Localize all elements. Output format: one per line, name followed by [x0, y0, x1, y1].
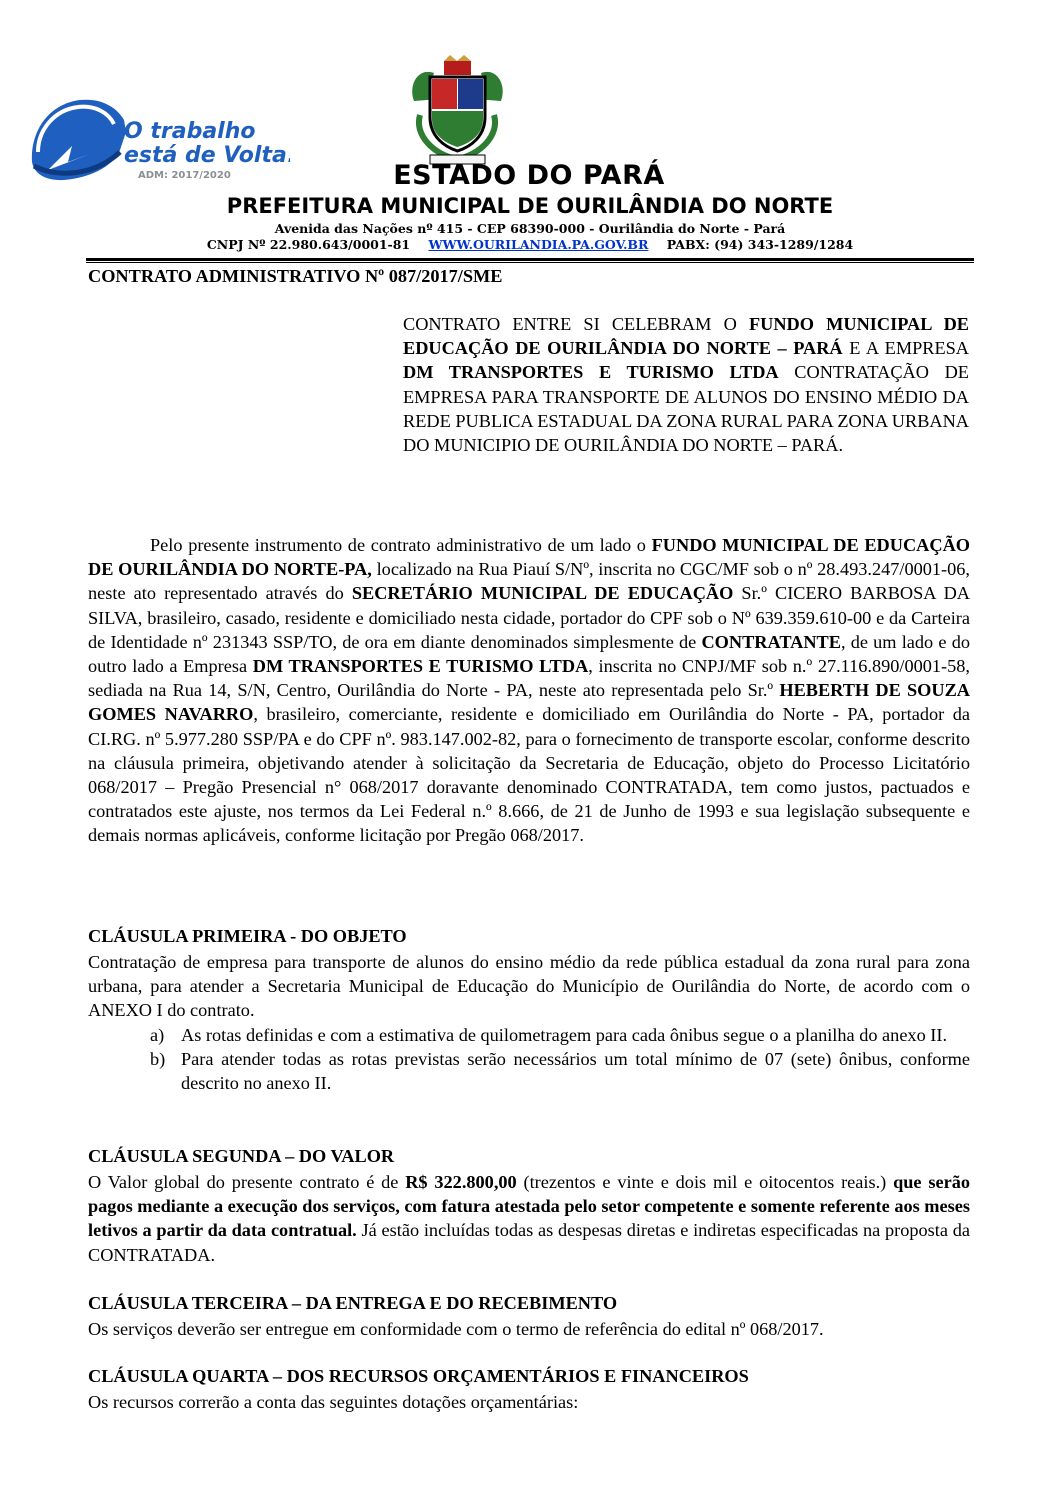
website-link[interactable]: WWW.OURILANDIA.PA.GOV.BR: [428, 237, 649, 252]
svg-text:ADM: 2017/2020: ADM: 2017/2020: [138, 170, 231, 181]
state-title: ESTADO DO PARÁ: [393, 160, 665, 191]
prefecture-title: PREFEITURA MUNICIPAL DE OURILÂNDIA DO NORTE: [226, 194, 834, 218]
contact-line: [180, 237, 880, 252]
contract-number: CONTRATO ADMINISTRATIVO Nº 087/2017/SME: [88, 266, 503, 286]
list-item: a) As rotas definidas e com a estimativa de quilometragem para cada ônibus segue o a planilha do anexo II.: [150, 1025, 948, 1045]
clause-4-text: Os recursos correrão a conta das seguintes dotações orçamentárias:: [88, 1392, 579, 1412]
clause-2-title: CLÁUSULA SEGUNDA – DO VALOR: [88, 1146, 395, 1166]
clause-1-title: CLÁUSULA PRIMEIRA - DO OBJETO: [88, 926, 407, 946]
intro-paragraph: Pelo presente instrumento de contrato administrativo de um lado o FUNDO MUNICIPAL DE EDUCAÇÃO DE OURILÂNDIA DO NORTE-PA, localizado na Rua Piauí S/Nº, inscrita no CGC/MF sob o nº 28.493.247/0001-06, neste ato representado através do SECRETÁRIO MUNICIPAL DE EDUCAÇÃO Sr.º CICERO BARBOSA DA SILVA, brasileiro, casado, residente e domiciliado nesta cidade, portador do CPF sob o Nº 639.359.610-00 e da Carteira de Identidade nº 231343 SSP/TO, de ora em diante denominados simplesmente de CONTRATANTE, de um lado e do outro lado a Empresa DM TRANSPORTES E TURISMO LTDA, inscrita no CNPJ/MF sob n.º 27.116.890/0001-58, sediada na Rua 14, S/N, Centro, Ourilândia do Norte - PA, neste ato representada pelo Sr.º HEBERTH DE SOUZA GOMES NAVARRO, brasileiro, comerciante, residente e domiciliado em Ourilândia do Norte - PA, portador da CI.RG. nº 5.977.280 SSP/PA e do CPF nº. 983.147.002-82, para o fornecimento de transporte escolar, conforme descrito na cláusula primeira, objetivando atender à solicitação da Secretaria de Educação, objeto do Processo Licitatório 068/2017 – Pregão Presencial n° 068/2017 doravante denominado CONTRATADA, tem como justos, pactuados e contratados este ajuste, nos termos da Lei Federal n.º 8.666, de 21 de Junho de 1993 e sua legislação subsequente e demais normas aplicáveis, conforme licitação por Pregão 068/2017.: [88, 535, 970, 846]
coat-of-arms-icon: [400, 55, 515, 170]
cnpj-text: CNPJ Nº 22.980.643/0001-81: [206, 237, 411, 252]
clause-3-text: Os serviços deverão ser entregue em conformidade com o termo de referência do edital nº 068/2017.: [88, 1319, 824, 1339]
header-divider: [86, 258, 974, 261]
clause-4-title: CLÁUSULA QUARTA – DOS RECURSOS ORÇAMENTÁRIOS E FINANCEIROS: [88, 1366, 749, 1386]
clause-1-text: Contratação de empresa para transporte de alunos do ensino médio da rede pública estadual da zona rural para zona urbana, para atender a Secretaria Municipal de Educação do Município de Ourilândia do Norte, de acordo com o ANEXO I do contrato.: [88, 952, 970, 1021]
address-line: Avenida das Nações nº 415 - CEP 68390-000 - Ourilândia do Norte - Pará: [274, 221, 786, 236]
list-item: b) Para atender todas as rotas previstas serão necessários um total mínimo de 07 (sete) ônibus, conforme descrito no anexo II.: [150, 1049, 970, 1094]
clause-2-text: O Valor global do presente contrato é de R$ 322.800,00 (trezentos e vinte e dois mil e oitocentos reais.) que serão pagos mediante a execução dos serviços, com fatura atestada pelo setor competente e somente referente aos meses letivos a partir da data contratual. Já estão incluídas todas as despesas diretas e indiretas especificadas na proposta da CONTRATADA.: [88, 1172, 970, 1265]
clause-1-list: [150, 1023, 970, 1096]
header-divider-thin: [86, 262, 974, 263]
pabx-text: PABX: (94) 343-1289/1284: [666, 237, 854, 252]
contract-preamble: CONTRATO ENTRE SI CELEBRAM O FUNDO MUNICIPAL DE EDUCAÇÃO DE OURILÂNDIA DO NORTE – PARÁ E A EMPRESA DM TRANSPORTES E TURISMO LTDA CONTRATAÇÃO DE EMPRESA PARA TRANSPORTE DE ALUNOS DO ENSINO MÉDIO DA REDE PUBLICA ESTADUAL DA ZONA RURAL PARA ZONA URBANA DO MUNICIPIO DE OURILÂNDIA DO NORTE – PARÁ.: [403, 314, 969, 456]
clause-3-title: CLÁUSULA TERCEIRA – DA ENTREGA E DO RECEBIMENTO: [88, 1293, 618, 1313]
svg-text:O trabalho: O trabalho: [124, 119, 256, 144]
svg-text:está de Volta!: está de Volta!: [124, 143, 290, 168]
